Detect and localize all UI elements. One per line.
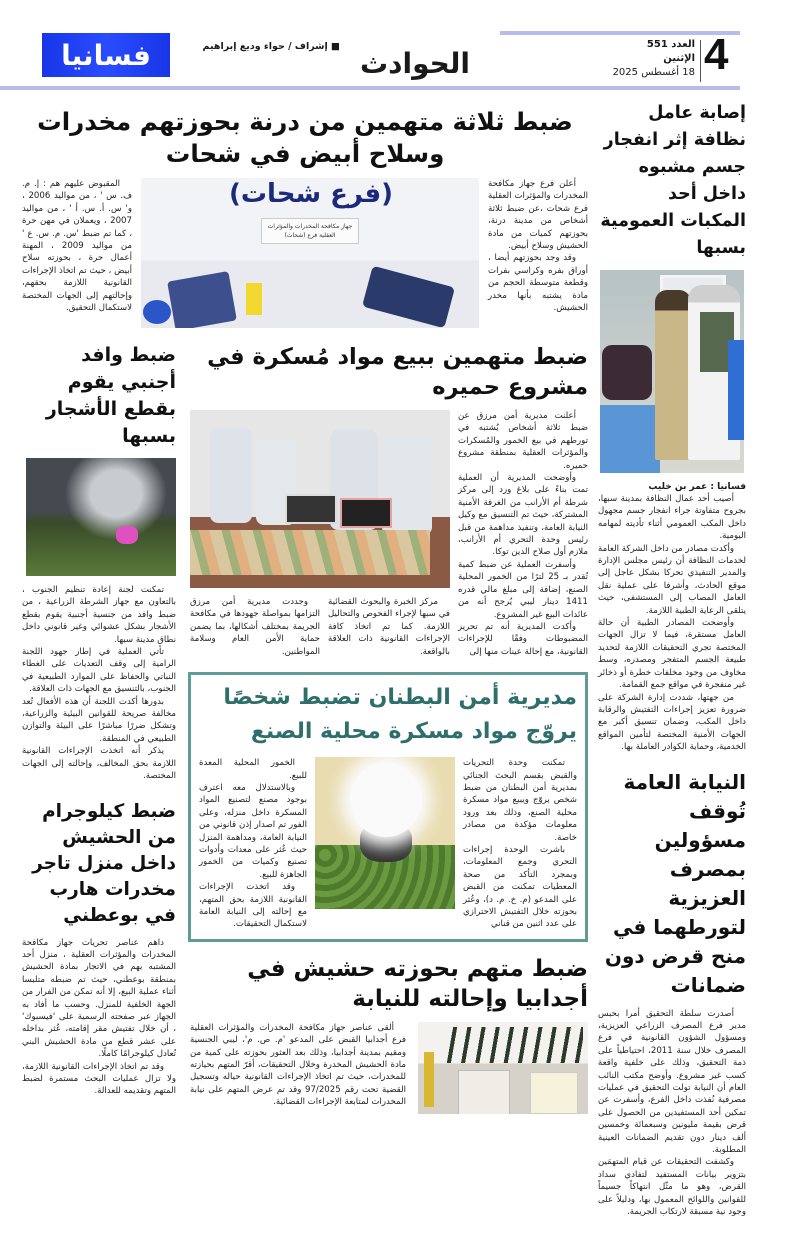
paragraph: أصدرت سلطة التحقيق أمرا بحبس مدير فرع المصرف الزراعي العزيزية، ومسؤول الشؤون القانونية في فرع المصرف خلال سنة 2011، احتياطياً على ذمة التحقيق، وذلك على خلفية واقعة كسب غير مشروع. وأوضح مكتب النائب العام أن النيابة تولت التحقيق في عمليات مصرفية نُفذت داخل الفرع، وأسفرت عن تمكين أحد المستفيدين من الحصول على قرض بقيمة مليونين وسبعمائة وخمسين ألف دينار دون تقديم الضمانات العينية المطلوبة. [598, 1008, 747, 1155]
hmeira-left-part [188, 410, 450, 658]
photo-seized-bottles [190, 410, 450, 588]
photo-phone-left [167, 271, 237, 328]
headline-shahat: ضبط ثلاثة متهمين من درنة بحوزتهم مخدرات وسلاح أبيض في شحات [37, 107, 573, 168]
photo-lighter [246, 283, 262, 315]
photo-blurred-face [350, 762, 422, 837]
page-content [0, 100, 787, 1238]
paragraph: وقد وجد بحوزتهم أيضا ، أوراق بفره وكراسي بفرات وقطعة متوسطة الحجم من مادة يشتبه بأنها مخدر الحشيش. [488, 253, 588, 314]
body-bank [598, 1008, 746, 1219]
headline-trees: ضبط وافد أجنبي يقوم بقطع الأشجار بسبها [45, 344, 176, 447]
paragraph: الخمور المحلية المعدة للبيع. [199, 758, 307, 781]
body-hmeira-left [190, 596, 320, 658]
paragraph: وأوضحت المديرية أن العملية تمت بناءً على بلاغ ورد إلى مركز شرطة أم الأرانب من الغرفة الأمنية المشتركة، حيث تم التنسيق مع وكيل النيابة العامة، وتنفيذ مداهمة من قبل رئيس وحدة التحري أم الأرانب، ملازم أول صلاح الدين توكا. [458, 473, 588, 558]
photo-bottle [210, 428, 252, 523]
photo-hashish-pieces [443, 1027, 583, 1063]
photo-hospital-visit [600, 270, 744, 473]
left-column [22, 342, 176, 1098]
paragraph: وكشفت التحقيقات عن قيام المتهمَين بتزوير بيانات المستفيد لتفادي سداد القرض، وهو ما مثّل انتهاكاً جسيماً للقوانين واللوائح المعمول بها، ودليلاً على وجود نية مسبقة لارتكاب الجريمة. [598, 1157, 746, 1218]
headline-bank: النيابة العامة تُوقف مسؤولين بمصرف العزيزية لتورطهما في منح قرض دون ضمانات [604, 769, 746, 997]
photo-banknotes [190, 530, 430, 575]
photo-bed [600, 405, 660, 473]
hmeira-lower-columns [188, 596, 450, 658]
issue-info [613, 38, 695, 80]
paragraph: وقد تم اتخاذ الإجراءات القانونية اللازمة، ولا تزال عمليات البحث مستمرة لضبط المتهم وتقديمه للعدالة. [22, 1061, 176, 1097]
photo-bed-right [728, 340, 744, 440]
paragraph: أصيب أحد عمال النظافة بمدينة سبها، بجروح متفاوتة جراء انفجار جسم مجهول داخل المكب العمومي أثناء تأديته لمهامه اليومية. [598, 494, 746, 542]
right-column [598, 100, 746, 1218]
butnan-article [199, 757, 577, 931]
paragraph: المقبوض عليهم هم : إ. م. ف. س ' ، من مواليد 2006 ، و' س. أ. س. أ ' ، من مواليد 2007 ، ويعملان في مهن حرة ، كما تم ضبط 'س. م. س. ع ' من مواليد 2009 ، المهنة أعمال حرة ، بحوزته سلاح أبيض ، حيث تم اتخاذ الإجراءات القانونية اللازمة بحقهم، وإحالتهم إلى الجهات المختصة لاستكمال التحقيق. [22, 179, 133, 314]
body-hmeira-right [458, 410, 588, 658]
paragraph: وبالاستدلال معه اعترف بوجود مصنع لتصنيع المواد المسكرة داخل منزله، وعلى الفور تم اصدار إذن قانوني من النيابة العامة، ومداهمة المنزل حيث عُثر على معدات وأدوات تصنيع وكميات من الخمور الجاهزة للبيع. [199, 782, 307, 880]
paragraph: تأتي العملية في إطار جهود اللجنة الرامية إلى وقف التعديات على الغطاء النباتي والحفاظ على الموارد الطبيعية في الجنوب، بالتنسيق مع الجهات ذات العلاقة. [22, 647, 176, 695]
photo-banner-text: (فرع شحات) [229, 179, 393, 209]
paragraph: أعلن فرع جهاز مكافحة المخدرات والمؤثرات العقلية فرع شحات ،عن ضبط ثلاثة أشخاص من مدينة درنة، بحوزتهم كميات من مادة الحشيش وسلاح أبيض. [488, 179, 588, 252]
body-bouatni [22, 937, 176, 1098]
paragraph: وجددت مديرية أمن مرزق التزامها بمواصلة جهودها في مكافحة الجريمة بمختلف أشكالها، بما يضمن حماية الأمن العام وسلامة المواطنين. [190, 597, 320, 657]
headline-butnan: مديرية أمن البطنان تضبط شخصًا يروّج مواد مسكرة محلية الصنع [223, 685, 577, 745]
boxed-article-butnan [188, 672, 588, 942]
issue-day: الإثنين [663, 53, 695, 64]
paragraph: وأكدت المديرية أنه تم تحريز المضبوطات وفقًا للإجراءات القانونية، مع إحالة عينات منها إلى [458, 621, 588, 657]
photo-phone [285, 494, 337, 524]
logo-text: فسانيا [61, 38, 151, 72]
photo-tree-burning [26, 458, 176, 576]
body-shahat-right [488, 178, 588, 314]
photo-man-1 [655, 290, 691, 460]
logo [42, 33, 170, 77]
header-divider [700, 40, 701, 82]
paragraph: وأوضحت المصادر الطبية أن حالة العامل مستقرة، فيما لا تزال الجهات المختصة تجري التحقيقات اللازمة لتحديد طبيعة الجسم المتفجر ومصدره، وسط مخاوف من وجود مخلفات خطرة أو ذخائر غير منفجرة في مواقع جمع القمامة. [598, 618, 746, 691]
supervision-credit: ■ إشراف / حواء وديع إبراهيم [202, 41, 340, 52]
photo-suspect-blurred [315, 757, 455, 909]
photo-knife [424, 1052, 434, 1107]
paragraph: باشرت الوحدة إجراءات التحري وجمع المعلومات، وبمجرد التأكد من صحة المعطيات تمكنت من القبض على المدعو (م. خ. م. د)، وعُثر بحوزته خلال التفتيش الاحترازي على عدد اثنين من قناني [463, 844, 577, 930]
paragraph: تمكنت وحدة التحريات والقبض بقسم البحث الجنائي بمديرية أمن البطنان من ضبط شخص يروّج ويبيع مواد مسكرة محلية الصنع، وذلك بعد ورود معلومات مؤكدة من مصادر خاصة. [463, 758, 577, 843]
paragraph: وقد اتخذت الإجراءات القانونية اللازمة بحق المتهم، مع إحالته إلى النيابة العامة لاستكمال التحقيقات. [199, 882, 307, 930]
headline-hmeira: ضبط متهمين ببيع مواد مُسكرة في مشروع حميره [207, 344, 588, 400]
ajdabiya-article [188, 1022, 588, 1114]
byline-cleaner: فسانيا : عمر بن خليب [648, 482, 746, 492]
photo-seized-items-shahat [141, 178, 479, 328]
paragraph: وأسفرت العملية عن ضبط كمية تُقدر بـ 25 لترًا من الخمور المحلية الصنع، إضافة إلى مبلغ مالي قدره 1411 دينار ليبي يُرجح أنه من عائدات البيع غير المشروع. [458, 559, 588, 620]
page-number: 4 [704, 30, 729, 79]
hmeira-article [188, 410, 588, 658]
body-shahat-left [22, 178, 132, 314]
header-bottom-rule [0, 86, 740, 90]
headline-cleaner: إصابة عامل نظافة إثر انفجار جسم مشبوه داخل أحد المكبات العمومية بسبها [600, 103, 746, 258]
body-trees [22, 584, 176, 783]
issue-number: العدد 551 [646, 39, 695, 50]
lower-area [22, 342, 588, 1114]
photo-sign: جهاز مكافحة المخدرات والمؤثرات العقلية فرع (شحات) [261, 218, 359, 244]
photo-blue-object [143, 300, 171, 324]
body-butnan-left [199, 757, 307, 931]
section-title: الحوادث [360, 47, 470, 80]
paragraph: أعلنت مديرية أمن مرزق عن ضبط ثلاثة أشخاص يُشتبه في تورطهم في بيع الخمور والمُسكرات والمؤثرات العقلية بمنطقة مشروع حميره. [458, 411, 588, 471]
paragraph: ألقى عناصر جهاز مكافحة المخدرات والمؤثرات العقلية فرع أجدابيا القبض على المدعو 'م. ص. م'، ليبي الجنسية ومقيم بمدينة أجدابيا، وذلك بعد العثور بحوزته على كمية من مادة الحشيش المخدرة وخلال التحقيقات، أقرّ المتهم بحيازته للمخدرات، حيث تم اتخاذ الإجراءات القانونية حياله وتسجيل القضية تحت رقم 97/2025 وقد تم عرض المتهم على نيابة المخدرات لمتابعة الإجراءات القضائية. [190, 1022, 406, 1108]
paragraph: تمكنت لجنة إعادة تنظيم الجنوب ، بالتعاون مع جهاز الشرطة الزراعية ، من ضبط وافد من جنسية أجنبية يقوم بقطع الأشجار بشكل عشوائي وغير قانوني داخل نطاق مدينة سبها. [22, 585, 176, 645]
body-hmeira-middle [328, 596, 450, 658]
paragraph: بدورها أكدت اللجنة أن هذه الأفعال تُعد مخالفة صريحة للقوانين البيئية والزراعية، وتشكل ضررًا مباشرًا على البيئة والتوازن الطبيعي في المنطقة. [22, 696, 176, 744]
photo-card [530, 1072, 578, 1114]
photo-phone-right [362, 266, 455, 328]
photo-seized-hashish [418, 1022, 588, 1114]
photo-fire [116, 526, 138, 544]
photo-patient [602, 345, 652, 400]
issue-date: 18 أغسطس 2025 [612, 67, 695, 78]
paragraph: وأكدت مصادر من داخل الشركة العامة لخدمات النظافة أن رئيس مجلس الإدارة والمدير التنفيذي تحركا بشكل عاجل إلى موقع الحادث، وأشرفا على عملية نقل العامل المصاب إلى المستشفى، حيث يتلقى الرعاية الطبية اللازمة. [598, 543, 746, 616]
headline-ajdabiya: ضبط متهم بحوزته حشيش في أجدابيا وإحالته للنيابة [247, 955, 588, 1012]
body-butnan-right [463, 757, 577, 931]
paragraph: يذكر أنه اتخذت الإجراءات القانونية اللازمة بحق المخالف، وإحالته إلى الجهات المختصة. [22, 746, 176, 782]
paragraph: من جهتها، شددت إدارة الشركة على ضرورة تعزيز إجراءات التفتيش والرقابة داخل المكب، وضمان تنسيق أكبر مع الجهات الأمنية المختصة لتأمين المواقع الخدمية، وحماية الكوادر العاملة بها. [598, 692, 746, 753]
paragraph: داهم عناصر تحريات جهاز مكافحة المخدرات والمؤثرات العقلية ، منزل أحد المشتبه بهم في الاتجار بمادة الحشيش بمنطقة بوعطني، حيث تم ضبطه متلبسا أثناء عملية البيع، إلا أنه تمكن من الفرار من الجهة الخلفية للمنزل. وحسب ما أفاد به الجهاز عبر صفحته الرسمية على 'فيسبوك' ، أن خلال تفتيش مقر إقامته، عُثر بداخله على عشر قطع من مادة الحشيش البني تُعادل كيلوجرامًا كاملًا. [22, 937, 176, 1060]
page-header [0, 0, 787, 100]
body-ajdabiya [190, 1022, 406, 1109]
photo-phone [340, 498, 392, 528]
shahat-article [22, 178, 588, 328]
paragraph: مركز الخبرة والبحوث القضائية في سبها لإجراء الفحوص والتحاليل اللازمة. كما تم اتخاذ كافة الإجراءات القانونية ذات العلاقة بالواقعة. [328, 597, 450, 657]
photo-phone [458, 1070, 510, 1114]
body-cleaner [598, 493, 746, 754]
main-area [22, 100, 588, 1114]
headline-bouatni: ضبط كيلوجرام من الحشيش داخل منزل تاجر مخدرات هارب في بوعطني [32, 800, 176, 926]
middle-column [188, 342, 588, 1114]
